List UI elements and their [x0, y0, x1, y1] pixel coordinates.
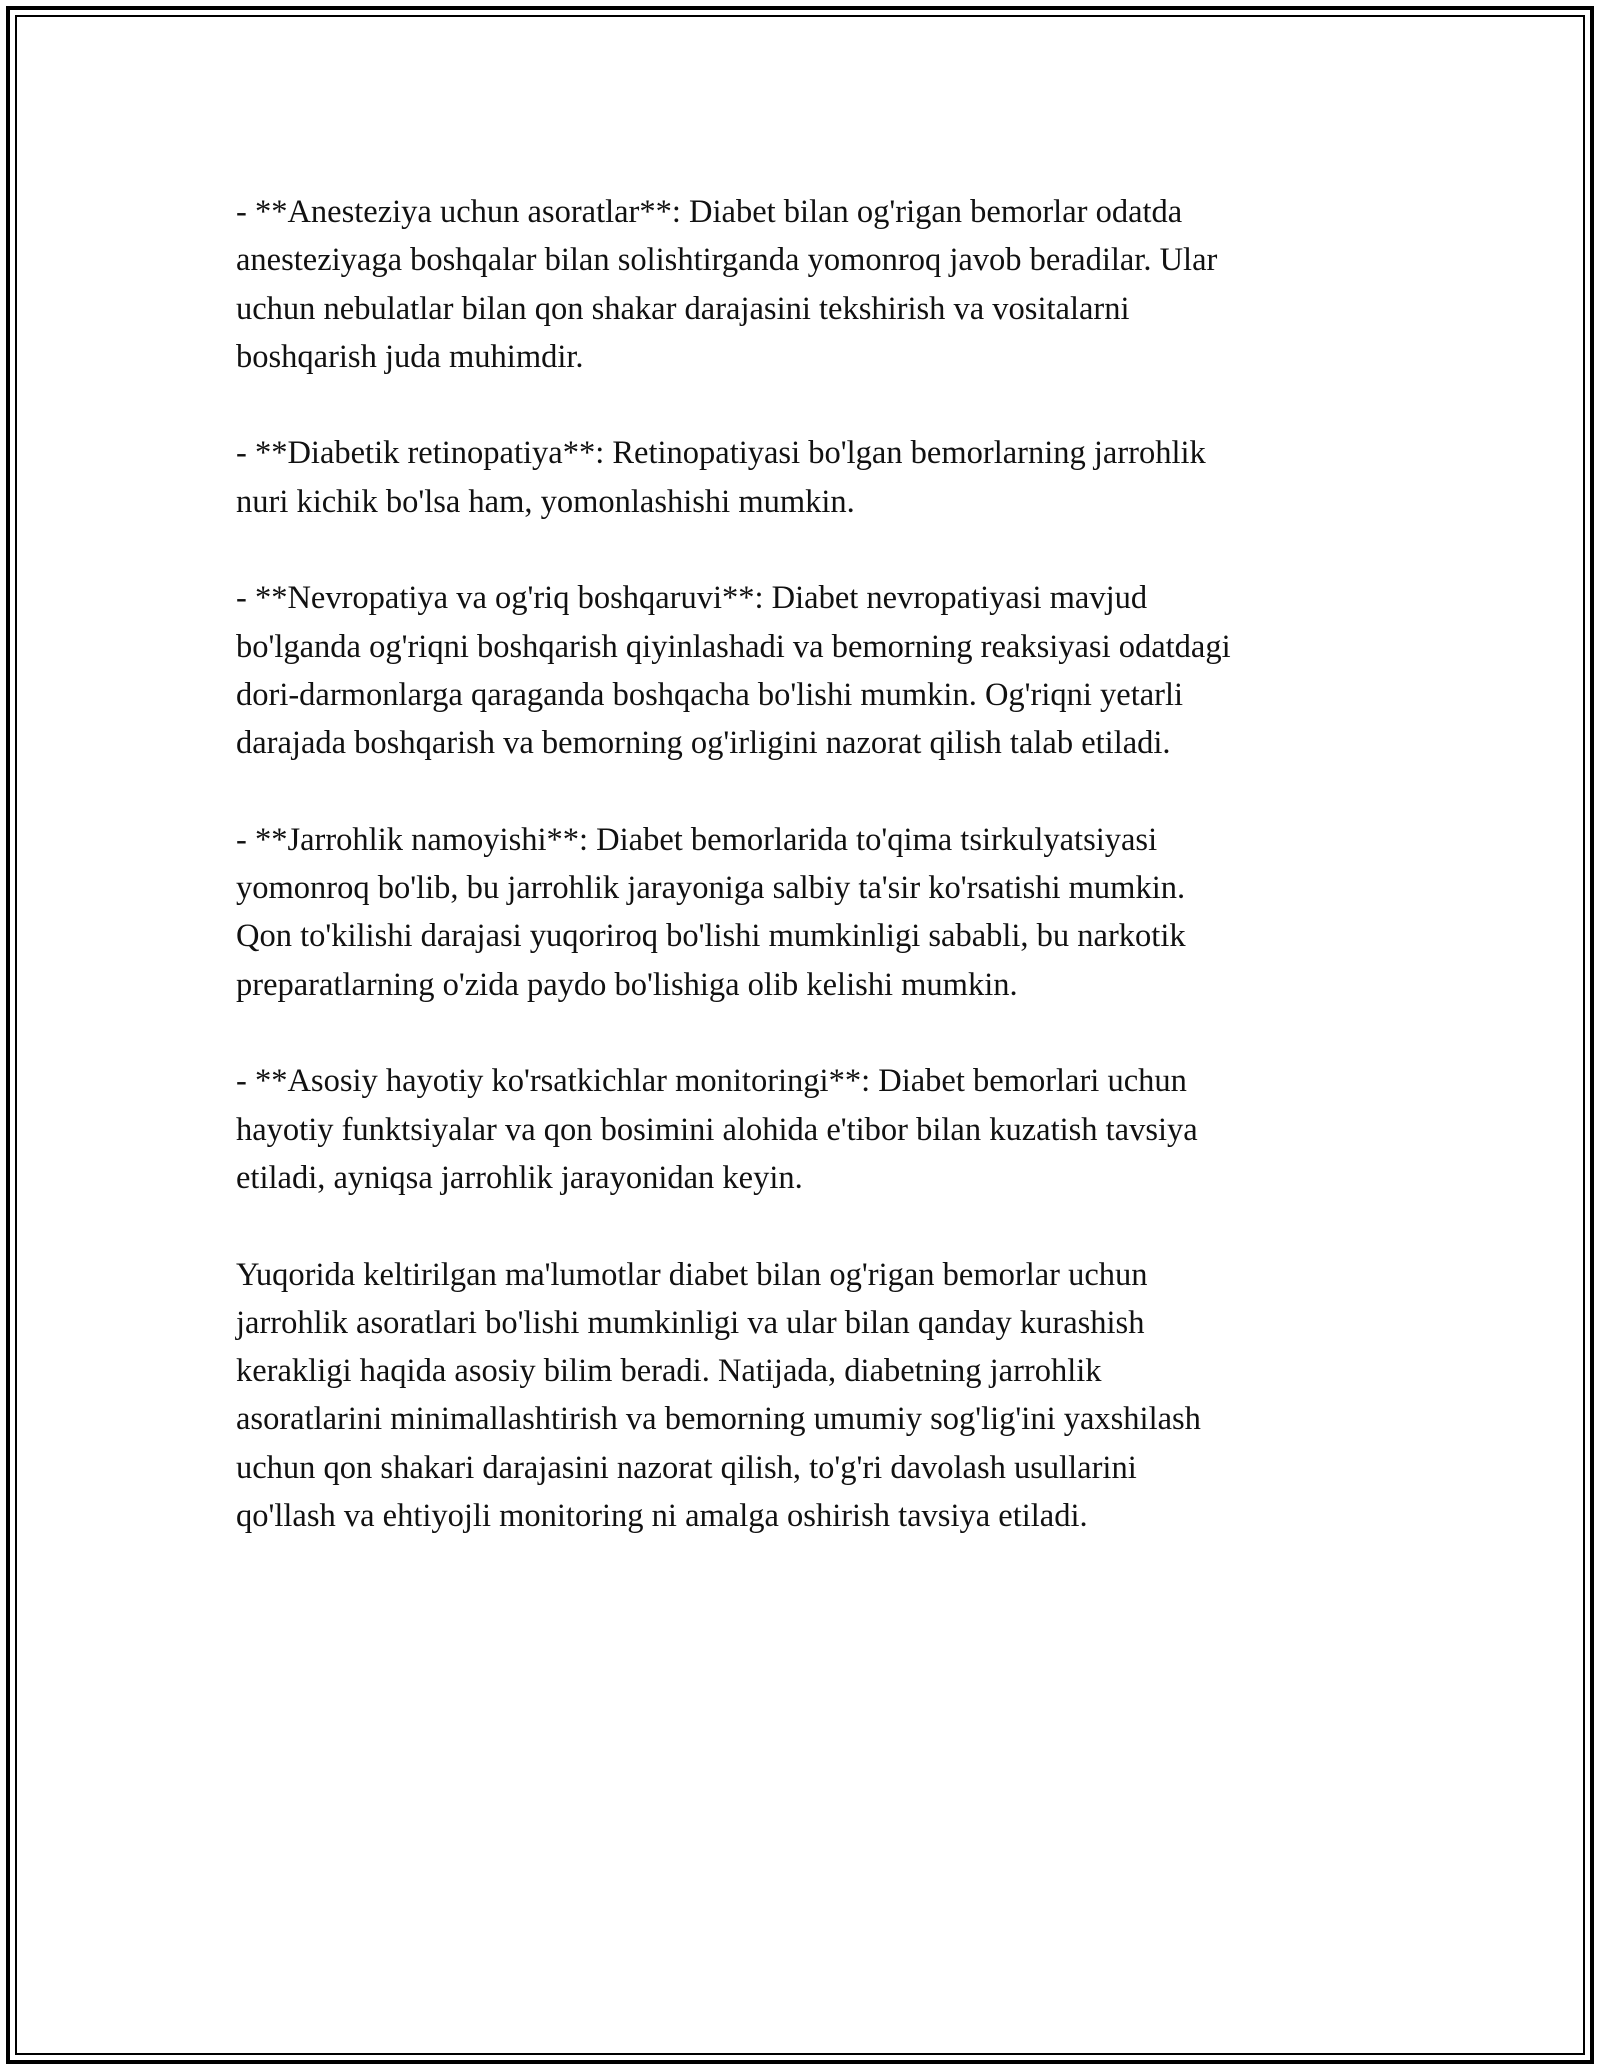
- text-line: yomonroq bo'lib, bu jarrohlik jarayoniga salbiy ta'sir ko'rsatishi mumkin.: [236, 870, 1186, 907]
- paragraph-anesthesia: [236, 188, 1366, 381]
- document-body: [236, 188, 1366, 1589]
- text-line: bo'lganda og'riqni boshqarish qiyinlashadi va bemorning reaksiyasi odatdagi: [236, 628, 1231, 665]
- paragraph-conclusion: [236, 1251, 1366, 1541]
- text-line: Qon to'kilishi darajasi yuqoriroq bo'lishi mumkinligi sababli, bu narkotik: [236, 918, 1186, 955]
- text-line: nuri kichik bo'lsa ham, yomonlashishi mumkin.: [236, 483, 855, 520]
- text-line: uchun nebulatlar bilan qon shakar darajasini tekshirish va vositalarni: [236, 290, 1130, 327]
- text-line: anesteziyaga boshqalar bilan solishtirganda yomonroq javob beradilar. Ular: [236, 242, 1218, 279]
- paragraph-vital-signs: [236, 1057, 1366, 1202]
- text-line: kerakligi haqida asosiy bilim beradi. Natijada, diabetning jarrohlik: [236, 1353, 1102, 1390]
- text-line: etiladi, ayniqsa jarrohlik jarayonidan keyin.: [236, 1159, 803, 1196]
- text-line: Yuqorida keltirilgan ma'lumotlar diabet bilan og'rigan bemorlar uchun: [236, 1256, 1148, 1293]
- paragraph-neuropathy: [236, 574, 1366, 767]
- text-line: hayotiy funktsiyalar va qon bosimini alohida e'tibor bilan kuzatish tavsiya: [236, 1111, 1198, 1148]
- text-line: jarrohlik asoratlari bo'lishi mumkinligi va ular bilan qanday kurashish: [236, 1304, 1145, 1341]
- text-line: dori-darmonlarga qaraganda boshqacha bo'lishi mumkin. Og'riqni yetarli: [236, 676, 1184, 713]
- text-line: - **Nevropatiya va og'riq boshqaruvi**: Diabet nevropatiyasi mavjud: [236, 580, 1148, 617]
- text-line: asoratlarini minimallashtirish va bemorning umumiy sog'lig'ini yaxshilash: [236, 1401, 1201, 1438]
- text-line: uchun qon shakari darajasini nazorat qilish, to'g'ri davolash usullarini: [236, 1449, 1137, 1486]
- paragraph-retinopathy: [236, 429, 1366, 526]
- text-line: - **Diabetik retinopatiya**: Retinopatiyasi bo'lgan bemorlarning jarrohlik: [236, 435, 1206, 472]
- text-line: qo'llash va ehtiyojli monitoring ni amalga oshirish tavsiya etiladi.: [236, 1498, 1088, 1535]
- text-line: - **Jarrohlik namoyishi**: Diabet bemorlarida to'qima tsirkulyatsiyasi: [236, 821, 1158, 858]
- paragraph-surgery: [236, 816, 1366, 1009]
- text-line: darajada boshqarish va bemorning og'irligini nazorat qilish talab etiladi.: [236, 725, 1171, 762]
- text-line: preparatlarning o'zida paydo bo'lishiga olib kelishi mumkin.: [236, 966, 1018, 1003]
- text-line: - **Anesteziya uchun asoratlar**: Diabet bilan og'rigan bemorlar odatda: [236, 194, 1183, 230]
- text-line: - **Asosiy hayotiy ko'rsatkichlar monitoringi**: Diabet bemorlari uchun: [236, 1063, 1187, 1100]
- text-line: boshqarish juda muhimdir.: [236, 338, 584, 375]
